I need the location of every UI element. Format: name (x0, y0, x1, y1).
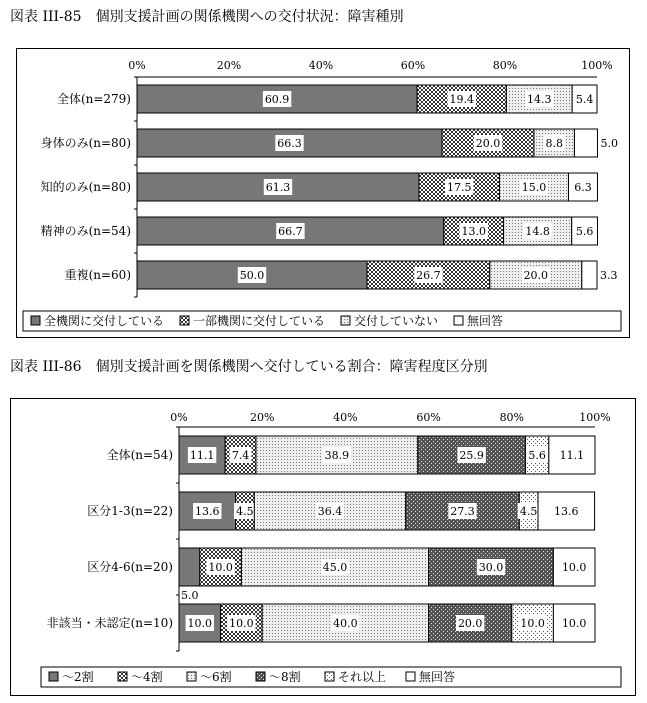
chart1-title: 図表 III-85 個別支援計画の関係機関への交付状況：障害種別 (10, 9, 404, 25)
data-label: 45.0 (322, 561, 348, 574)
x-tick-label: 80% (499, 411, 525, 424)
x-tick-label: 60% (416, 411, 441, 424)
legend-swatch-2 (118, 672, 127, 681)
category-label: 区分1-3(n=22) (87, 504, 173, 518)
chart1-frame (16, 48, 630, 338)
x-tick-label: 100% (581, 59, 613, 72)
data-label: 4.5 (236, 505, 254, 518)
data-label: 10.0 (229, 617, 254, 630)
data-label: 10.0 (561, 617, 587, 630)
legend-swatch-5 (325, 672, 334, 681)
data-label: 5.6 (528, 449, 546, 462)
legend-label: ～6割 (200, 670, 232, 684)
category-label: 非該当・未認定(n=10) (46, 616, 173, 630)
data-label: 13.6 (195, 505, 220, 518)
x-tick-label: 0% (170, 411, 188, 424)
category-label: 全体(n=279) (56, 92, 131, 106)
data-label: 20.0 (475, 137, 501, 150)
legend-swatch-3 (341, 316, 350, 325)
category-label: 精神のみ(n=54) (40, 224, 131, 238)
bar-segment-4 (582, 261, 597, 289)
legend-swatch-6 (406, 672, 415, 681)
legend-label: 全機関に交付している (44, 314, 165, 328)
bar-segment-1 (179, 548, 200, 586)
legend-swatch-1 (49, 672, 58, 681)
x-tick-label: 100% (579, 411, 611, 424)
category-label: 重複(n=60) (64, 268, 131, 282)
chart2-svg (11, 399, 635, 695)
data-label: 38.9 (324, 449, 350, 462)
data-label: 5.4 (575, 93, 594, 106)
data-label: 5.6 (575, 225, 594, 238)
data-label: 10.0 (520, 617, 545, 630)
legend-swatch-3 (187, 672, 196, 681)
data-label: 11.1 (189, 449, 215, 462)
legend-swatch-4 (454, 316, 463, 325)
data-label: 25.9 (459, 449, 484, 462)
data-label: 40.0 (333, 617, 358, 630)
x-tick-label: 40% (308, 59, 334, 72)
data-label: 10.0 (187, 617, 213, 630)
data-label: 27.3 (450, 505, 475, 518)
data-label: 13.6 (554, 505, 579, 518)
data-label: 15.0 (521, 181, 547, 194)
data-label: 50.0 (239, 269, 265, 282)
data-label: 26.7 (416, 269, 441, 282)
x-tick-label: 20% (216, 59, 242, 72)
data-label: 5.0 (181, 589, 199, 602)
data-label: 17.5 (446, 181, 472, 194)
data-label: 20.0 (457, 617, 483, 630)
x-tick-label: 0% (128, 59, 146, 72)
data-label: 10.0 (208, 561, 233, 574)
data-label: 13.0 (461, 225, 486, 238)
data-label: 7.4 (231, 449, 250, 462)
data-label: 61.3 (265, 181, 291, 194)
data-label: 66.3 (277, 137, 302, 150)
data-label: 3.3 (600, 269, 618, 282)
x-tick-label: 20% (249, 411, 275, 424)
legend-label: それ以上 (338, 670, 387, 684)
data-label: 20.0 (523, 269, 549, 282)
category-label: 区分4-6(n=20) (87, 560, 173, 574)
data-label: 8.8 (545, 137, 563, 150)
data-label: 14.3 (527, 93, 552, 106)
bar-segment-4 (574, 129, 597, 157)
legend-label: 交付していない (354, 314, 439, 328)
data-label: 19.4 (449, 93, 475, 106)
category-label: 身体のみ(n=80) (40, 136, 131, 150)
legend-label: ～8割 (269, 670, 301, 684)
category-label: 全体(n=54) (106, 448, 173, 462)
data-label: 36.4 (317, 505, 343, 518)
x-tick-label: 80% (492, 59, 518, 72)
chart2-title: 図表 III-86 個別支援計画を関係機関へ交付している割合：障害程度区分別 (10, 359, 488, 375)
data-label: 14.8 (525, 225, 550, 238)
legend-swatch-2 (180, 316, 189, 325)
data-label: 5.0 (600, 137, 618, 150)
data-label: 4.5 (519, 505, 538, 518)
legend-label: ～4割 (131, 670, 163, 684)
legend-swatch-4 (256, 672, 265, 681)
x-tick-label: 40% (333, 411, 358, 424)
category-label: 知的のみ(n=80) (40, 180, 131, 194)
chart1-svg (17, 49, 629, 337)
data-label: 30.0 (478, 561, 504, 574)
legend-label: 無回答 (467, 314, 504, 328)
legend-label: ～2割 (62, 670, 94, 684)
data-label: 6.3 (574, 181, 592, 194)
data-label: 11.1 (559, 449, 585, 462)
legend-label: 無回答 (419, 670, 456, 684)
legend-swatch-1 (31, 316, 40, 325)
data-label: 60.9 (264, 93, 290, 106)
chart2-frame (10, 398, 636, 696)
data-label: 66.7 (278, 225, 303, 238)
legend-label: 一部機関に交付している (193, 314, 326, 328)
data-label: 10.0 (561, 561, 587, 574)
x-tick-label: 60% (400, 59, 426, 72)
